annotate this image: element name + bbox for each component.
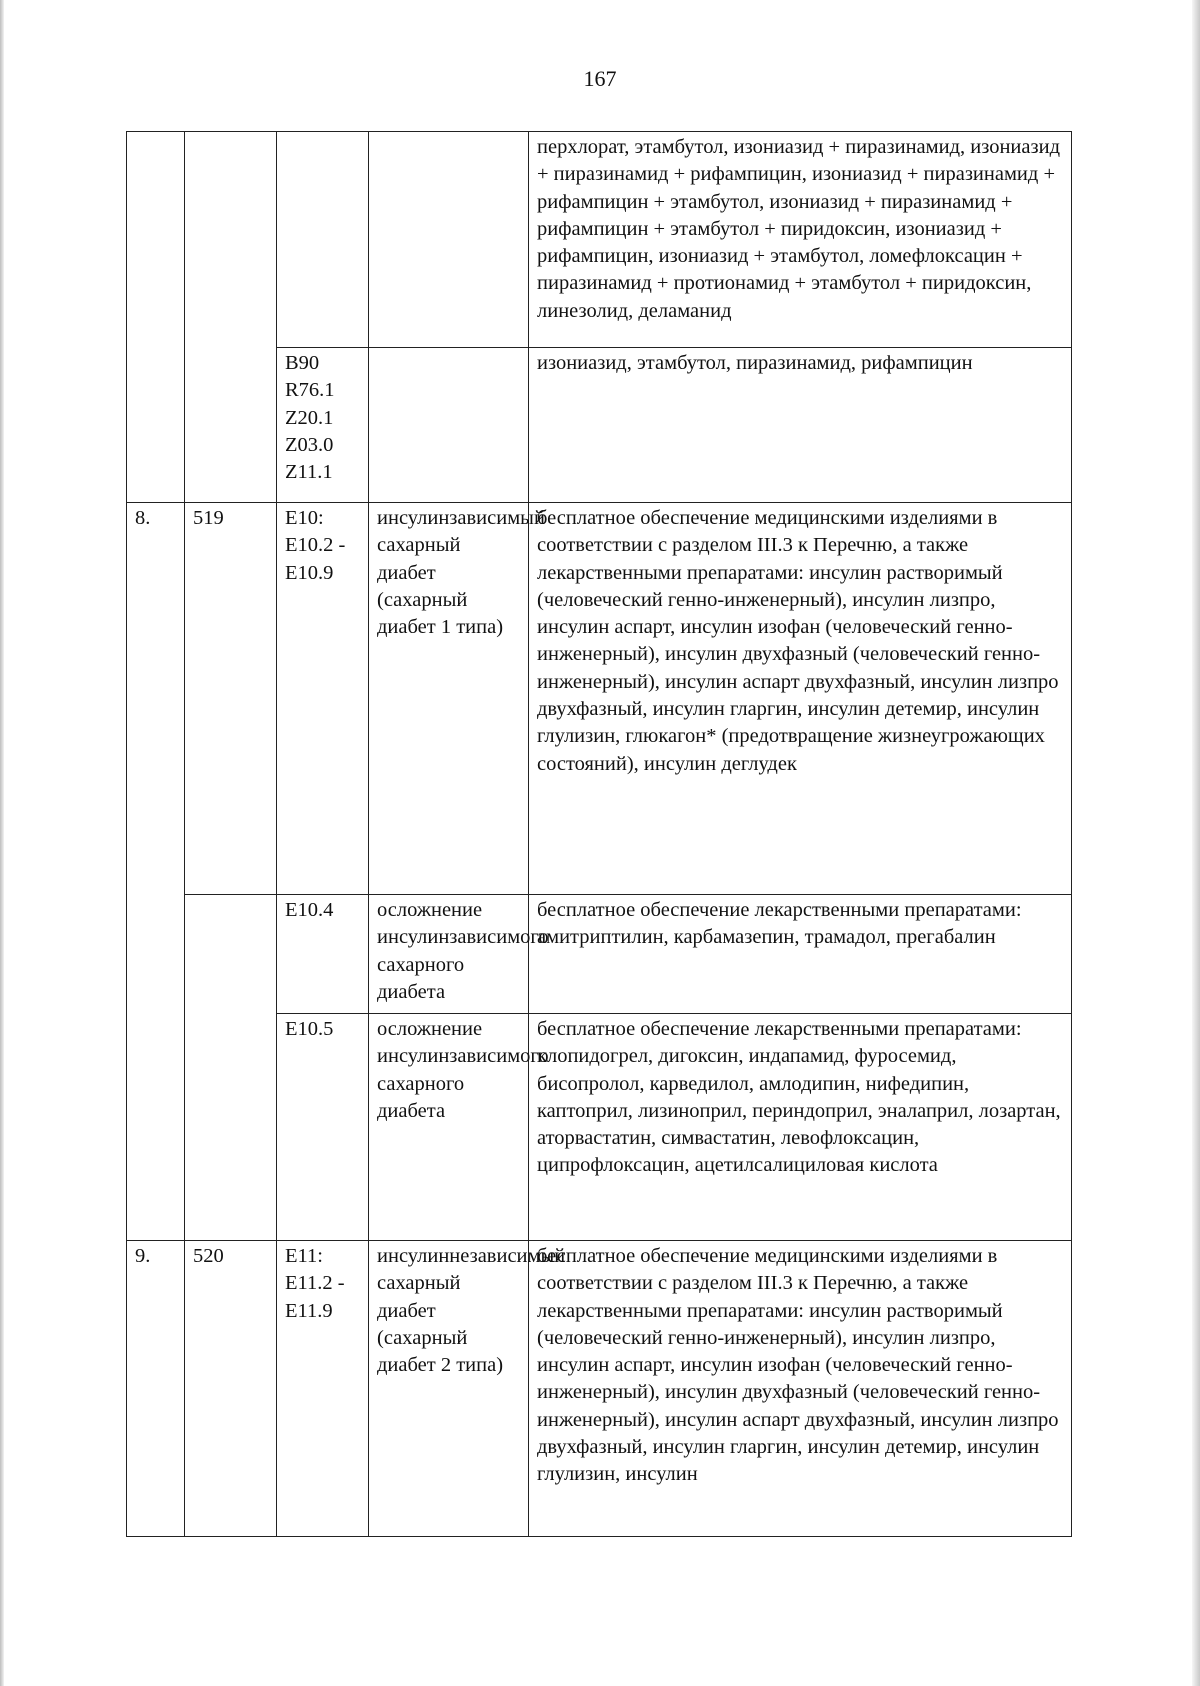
medication-table [126, 131, 1072, 1537]
diagnosis-name-cell [369, 348, 529, 503]
group-code-cell [185, 1014, 277, 1241]
row-number-cell: 9. [127, 1241, 185, 1537]
icd-code-cell [277, 132, 369, 348]
row-number-cell [127, 895, 185, 1014]
row-number-cell [127, 348, 185, 503]
treatment-text-cell: изониазид, этамбутол, пиразинамид, рифампицин [529, 348, 1072, 503]
scan-edge-left [0, 0, 4, 1686]
table-row [127, 348, 1072, 503]
treatment-text-cell: перхлорат, этамбутол, изониазид + пиразинамид, изониазид + пиразинамид + рифампицин, изониазид + пиразинамид + рифампицин + этамбутол, изониазид + пиразинамид + рифампицин + этамбутол + пиридоксин, изониазид + рифампицин, изониазид + этамбутол, ломефлоксацин + пиразинамид + протионамид + этамбутол + пиридоксин, линезолид, деламанид [529, 132, 1072, 348]
page-number: 167 [583, 66, 617, 91]
icd-code-cell: E10: E10.2 - E10.9 [277, 503, 369, 895]
row-number-cell: 8. [127, 503, 185, 895]
diagnosis-name-cell: осложнение инсулинзависимого сахарного диабета [369, 1014, 529, 1241]
row-number-cell [127, 1014, 185, 1241]
table-row [127, 1014, 1072, 1241]
table-row [127, 1241, 1072, 1537]
icd-code-cell: B90 R76.1 Z20.1 Z03.0 Z11.1 [277, 348, 369, 503]
group-code-cell [185, 132, 277, 348]
icd-code-cell: E11: E11.2 - E11.9 [277, 1241, 369, 1537]
table-row [127, 132, 1072, 348]
diagnosis-name-cell: инсулинзависимый сахарный диабет (сахарный диабет 1 типа) [369, 503, 529, 895]
treatment-text-cell: бесплатное обеспечение медицинскими изделиями в соответствии с разделом III.3 к Перечню, а также лекарственными препаратами: инсулин растворимый (человеческий генно-инженерный), инсулин лизпро, инсулин аспарт, инсулин изофан (человеческий генно-инженерный), инсулин двухфазный (человеческий генно-инженерный), инсулин аспарт двухфазный, инсулин лизпро двухфазный, инсулин гларгин, инсулин детемир, инсулин глулизин, инсулин [529, 1241, 1072, 1537]
treatment-text-cell: бесплатное обеспечение медицинскими изделиями в соответствии с разделом III.3 к Перечню, а также лекарственными препаратами: инсулин растворимый (человеческий генно-инженерный), инсулин лизпро, инсулин аспарт, инсулин изофан (человеческий генно-инженерный), инсулин двухфазный (человеческий генно-инженерный), инсулин аспарт двухфазный, инсулин лизпро двухфазный, инсулин гларгин, инсулин детемир, инсулин глулизин, глюкагон* (предотвращение жизнеугрожающих состояний), инсулин деглудек [529, 503, 1072, 895]
diagnosis-name-cell: инсулиннезависимый сахарный диабет (сахарный диабет 2 типа) [369, 1241, 529, 1537]
table-row [127, 503, 1072, 895]
scan-edge-right [1192, 0, 1200, 1686]
diagnosis-name-cell: осложнение инсулинзависимого сахарного диабета [369, 895, 529, 1014]
icd-code-cell: E10.5 [277, 1014, 369, 1241]
diagnosis-name-cell [369, 132, 529, 348]
group-code-cell: 519 [185, 503, 277, 895]
treatment-text-cell: бесплатное обеспечение лекарственными препаратами: амитриптилин, карбамазепин, трамадол, прегабалин [529, 895, 1072, 1014]
icd-code-cell: E10.4 [277, 895, 369, 1014]
group-code-cell: 520 [185, 1241, 277, 1537]
row-number-cell [127, 132, 185, 348]
group-code-cell [185, 348, 277, 503]
treatment-text-cell: бесплатное обеспечение лекарственными препаратами: клопидогрел, дигоксин, индапамид, фуросемид, бисопролол, карведилол, амлодипин, нифедипин, каптоприл, лизиноприл, периндоприл, эналаприл, лозартан, аторвастатин, симвастатин, левофлоксацин, ципрофлоксацин, ацетилсалициловая кислота [529, 1014, 1072, 1241]
table-row [127, 895, 1072, 1014]
group-code-cell [185, 895, 277, 1014]
